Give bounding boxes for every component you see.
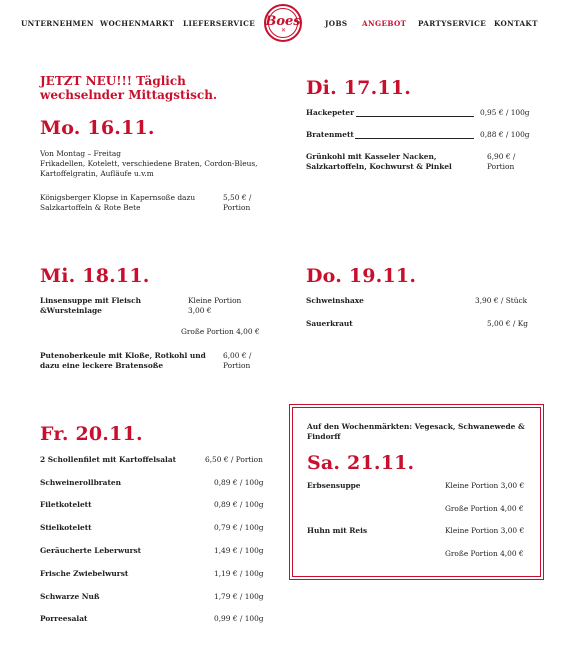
tuesday-item-hackepeter: Hackepeter [306, 108, 354, 117]
saturday-price-small: Kleine Portion 3,00 € [445, 481, 525, 490]
thursday-price-sauerkraut: 5,00 € / Kg [487, 319, 528, 328]
thursday-item-schweinshaxe: Schweinshaxe [306, 296, 364, 305]
nav-kontakt[interactable]: KONTAKT [494, 19, 538, 28]
nav-wochenmarkt[interactable]: WOCHENMARKT [100, 19, 175, 28]
thursday-item-sauerkraut: Sauerkraut [306, 319, 353, 328]
wednesday-item-putenoberkeule: Putenoberkeule mit Kloße, Rotkohl und dazu eine leckere Bratensoße [40, 351, 206, 370]
day-heading-wednesday: Mi. 18.11. [40, 265, 150, 287]
saturday-item-erbsensuppe: Erbsensuppe [307, 481, 361, 490]
cutlery-icon: ✕ [281, 27, 287, 34]
nav-lieferservice[interactable]: LIEFERSERVICE [183, 19, 256, 28]
monday-note: Von Montag – Freitag [40, 149, 122, 158]
friday-item: Geräucherte Leberwurst [40, 546, 142, 555]
nav-angebot[interactable]: ANGEBOT [362, 19, 407, 28]
tuesday-price-gruenkohl: 6,90 € / Portion [487, 152, 516, 171]
friday-item: 2 Schollenfilet mit Kartoffelsalat [40, 455, 177, 464]
day-heading-tuesday: Di. 17.11. [306, 77, 412, 99]
monday-note-list: Frikadellen, Kotelett, verschiedene Braten, Cordon-Bleus, Kartoffelgratin, Aufläufe u.v.m [40, 159, 258, 178]
friday-item: Schweinerollbraten [40, 478, 121, 487]
monday-item: Königsberger Klopse in Kapernsoße dazu Salzkartoffeln & Rote Bete [40, 193, 196, 212]
price-leader-line [356, 116, 474, 117]
wednesday-price-large: Große Portion 4,00 € [181, 327, 260, 336]
saturday-price-large: Große Portion 4,00 € [445, 549, 524, 558]
friday-price: 6,50 € / Portion [205, 455, 263, 464]
friday-item: Porreesalat [40, 614, 88, 623]
day-heading-thursday: Do. 19.11. [306, 265, 417, 287]
intro-heading: JETZT NEU!!! Täglich wechselnder Mittagstisch. [40, 74, 218, 102]
nav-jobs[interactable]: JOBS [325, 19, 348, 28]
tuesday-price-bratenmett: 0,88 € / 100g [480, 130, 530, 139]
tuesday-item-gruenkohl: Grünkohl mit Kasseler Nacken, Salzkartoffeln, Kochwurst & Pinkel [306, 152, 452, 171]
wednesday-price-small: Kleine Portion 3,00 € [188, 296, 242, 315]
top-navigation [0, 0, 581, 52]
thursday-price-schweinshaxe: 3,90 € / Stück [475, 296, 528, 305]
friday-price: 1,19 € / 100g [214, 569, 264, 578]
nav-partyservice[interactable]: PARTYSERVICE [418, 19, 487, 28]
saturday-item-huhn: Huhn mit Reis [307, 526, 368, 535]
friday-price: 0,79 € / 100g [214, 523, 264, 532]
saturday-price-small: Kleine Portion 3,00 € [445, 526, 525, 535]
day-heading-friday: Fr. 20.11. [40, 423, 143, 445]
friday-item: Filetkotelett [40, 500, 92, 509]
day-heading-saturday: Sa. 21.11. [307, 452, 415, 474]
tuesday-item-bratenmett: Bratenmett [306, 130, 354, 139]
wednesday-item-linsensuppe: Linsensuppe mit Fleisch &Wursteinlage [40, 296, 141, 315]
friday-price: 0,89 € / 100g [214, 478, 264, 487]
nav-unternehmen[interactable]: UNTERNEHMEN [21, 19, 94, 28]
wednesday-price-putenoberkeule: 6,00 € / Portion [223, 351, 252, 370]
friday-item: Stielkotelett [40, 523, 92, 532]
tuesday-price-hackepeter: 0,95 € / 100g [480, 108, 530, 117]
day-heading-monday: Mo. 16.11. [40, 117, 155, 139]
boes-logo[interactable] [264, 4, 302, 42]
friday-price: 1,79 € / 100g [214, 592, 264, 601]
friday-item: Frische Zwiebelwurst [40, 569, 129, 578]
friday-price: 0,89 € / 100g [214, 500, 264, 509]
saturday-price-large: Große Portion 4,00 € [445, 504, 524, 513]
friday-price: 1,49 € / 100g [214, 546, 264, 555]
logo-text: Boes [265, 13, 301, 29]
friday-price: 0,99 € / 100g [214, 614, 264, 623]
friday-item: Schwarze Nuß [40, 592, 100, 601]
market-locations: Auf den Wochenmärkten: Vegesack, Schwanewede & Findorff [307, 422, 525, 441]
price-leader-line [355, 138, 474, 139]
monday-item-price: 5,50 € / Portion [223, 193, 252, 212]
